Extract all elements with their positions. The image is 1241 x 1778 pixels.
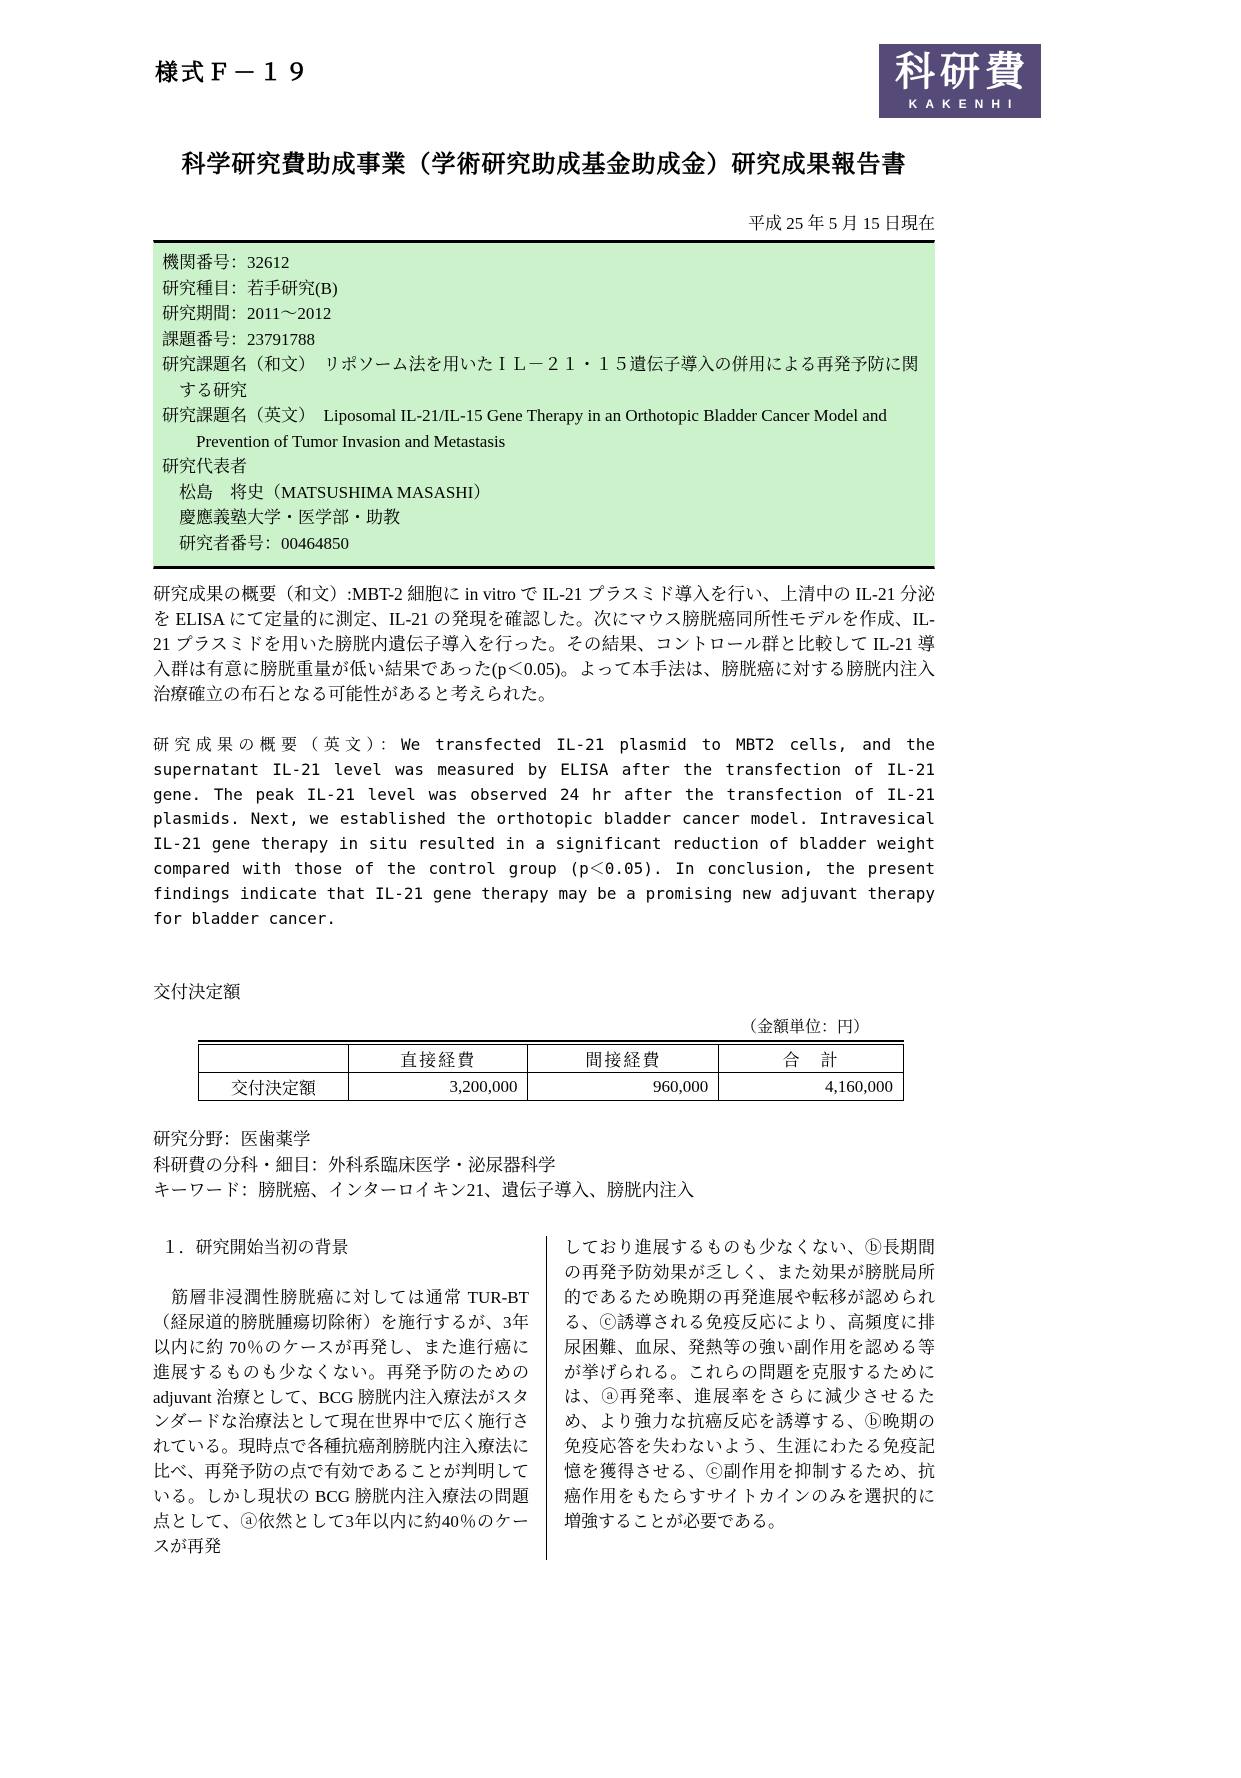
project-info-box bbox=[153, 240, 935, 569]
summary-english: 研究成果の概要（英文）：We transfected IL-21 plasmid to MBT2 cells, and the supernatant IL-21 level was measured by ELISA after the transfection of IL-21 gene. The peak IL-21 level was observed 24 hr after the transfection of IL-21 plasmids. Next, we established the orthotopic bladder cancer model. Intravesical IL-21 gene therapy in situ resulted in a significant reduction of bladder weight compared with those of the control group (p＜0.05). In conclusion, the present findings indicate that IL-21 gene therapy may be a promising new adjuvant therapy for bladder cancer. bbox=[153, 735, 935, 928]
info-line-pi-name: 松島 将史（MATSUSHIMA MASASHI） bbox=[179, 482, 491, 502]
grant-table-header-row bbox=[199, 1045, 904, 1073]
grant-table-indirect-cost-value: 960,000 bbox=[528, 1073, 719, 1101]
form-number: 様式Ｆ－１９ bbox=[155, 60, 311, 85]
column-divider bbox=[546, 1236, 547, 1561]
info-line-title-en: 研究課題名（英文） Liposomal IL-21/IL-15 Gene Therapy in an Orthotopic Bladder Cancer Model and Prevention of Tumor Invasion and Metastasis bbox=[162, 406, 887, 451]
date-note: 平成 25 年 5 月 15 日現在 bbox=[748, 214, 935, 233]
kakenhi-logo bbox=[879, 44, 1041, 118]
grant-table-total-value: 4,160,000 bbox=[719, 1073, 904, 1101]
info-line-pi-number: 研究者番号：00464850 bbox=[179, 533, 349, 553]
field-discipline: 科研費の分科・細目：外科系臨床医学・泌尿器科学 bbox=[153, 1154, 556, 1175]
body-right-column bbox=[564, 1236, 935, 1561]
summary-japanese: 研究成果の概要（和文）:MBT-2 細胞に in vitro で IL-21 プラスミド導入を行い、上清中の IL-21 分泌を ELISA にて定量的に測定、IL-21 の発現を確認した。次にマウス膀胱癌同所性モデルを作成、IL-21 プラスミドを用いた膀胱内遺伝子導入を行った。その結果、コントロール群と比較して IL-21 導入群は有意に膀胱重量が低い結果であった(p＜0.05)。よって本手法は、膀胱癌に対する膀胱内注入治療確立の布石となる可能性があると考えられた。 bbox=[153, 584, 935, 705]
grant-table-wrapper bbox=[198, 1040, 904, 1101]
grant-table-direct-cost-value: 3,200,000 bbox=[348, 1073, 528, 1101]
document-header bbox=[0, 0, 1241, 118]
kakenhi-logo-title: 科研費 bbox=[895, 49, 1030, 94]
grant-section-title: 交付決定額 bbox=[153, 982, 241, 1003]
grant-table-header-direct-cost: 直接経費 bbox=[348, 1045, 528, 1073]
document-body bbox=[153, 144, 935, 1560]
document-title: 科学研究費助成事業（学術研究助成基金助成金）研究成果報告書 bbox=[181, 152, 907, 178]
info-line-institution-number: 機関番号：32612 bbox=[162, 253, 290, 272]
info-line-pi-affiliation: 慶應義塾大学・医学部・助教 bbox=[179, 508, 400, 527]
grant-table-data-row bbox=[199, 1073, 904, 1101]
info-line-project-number: 課題番号：23791788 bbox=[162, 329, 315, 349]
body-section-heading: １．研究開始当初の背景 bbox=[161, 1237, 349, 1257]
grant-table bbox=[198, 1044, 904, 1101]
info-line-research-category: 研究種目：若手研究(B) bbox=[162, 278, 338, 298]
classification-fields bbox=[153, 1127, 935, 1203]
info-line-pi-header: 研究代表者 bbox=[162, 457, 247, 476]
grant-table-header-indirect-cost: 間接経費 bbox=[528, 1045, 719, 1073]
body-left-column bbox=[153, 1236, 529, 1561]
field-keywords: キーワード：膀胱癌、インターロイキン21、遺伝子導入、膀胱内注入 bbox=[153, 1180, 695, 1201]
grant-table-corner-cell bbox=[199, 1045, 349, 1073]
grant-table-header-total: 合 計 bbox=[719, 1045, 904, 1073]
grant-table-row-label: 交付決定額 bbox=[199, 1073, 349, 1101]
grant-unit-note: （金額単位：円） bbox=[740, 1019, 869, 1037]
info-line-research-period: 研究期間：2011～2012 bbox=[162, 304, 332, 323]
two-column-body bbox=[153, 1236, 935, 1561]
kakenhi-logo-subtitle: KAKENHI bbox=[908, 96, 1020, 111]
body-right-paragraph: しており進展するものも少なくない、ⓑ長期間の再発予防効果が乏しく、また効果が膀胱局所的であるため晩期の再発進展や転移が認められる、ⓒ誘導される免疫反応により、高頻度に排尿困難、血尿、発熱等の強い副作用を認める等が挙げられる。これらの問題を克服するためには、ⓐ再発率、進展率をさらに減少させるため、より強力な抗癌反応を誘導する、ⓑ晩期の免疫応答を失わないよう、生涯にわたる免疫記憶を獲得させる、ⓒ副作用を抑制するため、抗癌作用をもたらすサイトカインのみを選択的に増強することが必要である。 bbox=[564, 1237, 935, 1532]
info-line-title-ja: 研究課題名（和文） リポソーム法を用いたＩＬ－２１・１５遺伝子導入の併用による再発予防に関する研究 bbox=[162, 355, 919, 400]
grant-table-top-rule bbox=[198, 1040, 904, 1042]
field-research-area: 研究分野：医歯薬学 bbox=[153, 1129, 311, 1150]
body-left-paragraph: 筋層非浸潤性膀胱癌に対しては通常 TUR-BT（経尿道的膀胱腫瘍切除術）を施行するが、3年以内に約 70％のケースが再発し、また進行癌に進展するものも少なくない。再発予防のための adjuvant 治療として、BCG 膀胱内注入療法がスタンダードな治療法として現在世界中で広く施行されている。現時点で各種抗癌剤膀胱内注入療法に比べ、再発予防の点で有効であることが判明している。しかし現状の BCG 膀胱内注入療法の問題点として、ⓐ依然として3年以内に約40％のケースが再発 bbox=[153, 1287, 529, 1557]
